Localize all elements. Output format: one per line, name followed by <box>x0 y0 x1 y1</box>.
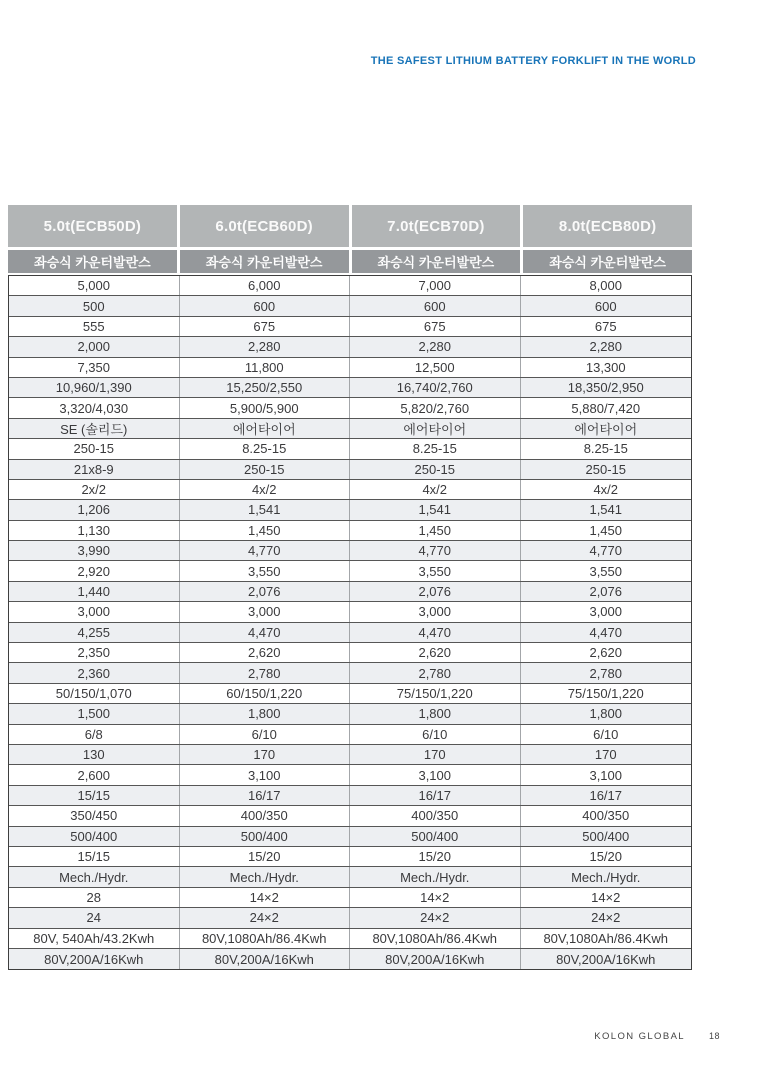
spec-cell: 6/10 <box>180 725 351 744</box>
spec-cell: 1,206 <box>9 500 180 519</box>
spec-cell: 16/17 <box>589 787 623 803</box>
table-row <box>9 929 691 949</box>
spec-cell: 1,500 <box>9 704 180 723</box>
spec-cell: 8.25-15 <box>350 439 521 458</box>
spec-cell: 3,000 <box>180 602 351 621</box>
table-row <box>9 317 691 337</box>
spec-cell: 12,500 <box>350 358 521 377</box>
spec-cell: 170 <box>594 747 617 763</box>
table-row <box>9 949 691 969</box>
spec-cell: 2,360 <box>9 663 180 682</box>
footer-page-number: 18 <box>708 1031 720 1041</box>
spec-cell: 2,780 <box>589 665 623 681</box>
spec-cell: 4,470 <box>180 623 351 642</box>
spec-cell: 15/15 <box>9 786 180 805</box>
spec-cell: 4,470 <box>350 623 521 642</box>
spec-cell: 2,280 <box>350 337 521 356</box>
table-row <box>9 439 691 459</box>
spec-cell: 15,250/2,550 <box>180 378 351 397</box>
table-row <box>9 684 691 704</box>
spec-cell: 3,320/4,030 <box>9 398 180 417</box>
spec-cell: 1,541 <box>180 500 351 519</box>
spec-table-model-header-row <box>8 205 692 247</box>
spec-cell: 80V,200A/16Kwh <box>556 951 656 967</box>
footer-brand: KOLON GLOBAL <box>594 1031 685 1042</box>
spec-cell: 14×2 <box>591 889 621 905</box>
spec-cell: 7,000 <box>350 276 521 295</box>
spec-cell: 4,770 <box>589 543 623 559</box>
spec-cell: 80V,200A/16Kwh <box>350 949 521 969</box>
table-row <box>9 296 691 316</box>
spec-cell: 4x/2 <box>180 480 351 499</box>
spec-cell: 5,880/7,420 <box>571 400 641 416</box>
spec-cell: 1,800 <box>589 706 623 722</box>
spec-cell: 에어타이어 <box>180 419 351 438</box>
table-row <box>9 276 691 296</box>
spec-cell: 2,000 <box>9 337 180 356</box>
spec-cell: 75/150/1,220 <box>567 686 644 701</box>
spec-cell: 에어타이어 <box>350 419 521 438</box>
spec-cell: 3,100 <box>589 767 623 783</box>
spec-cell: 3,100 <box>350 765 521 784</box>
page-footer <box>594 1031 720 1042</box>
spec-cell: 250-15 <box>180 460 351 479</box>
spec-cell: 3,990 <box>9 541 180 560</box>
spec-cell: 400/350 <box>180 806 351 825</box>
table-row <box>9 867 691 887</box>
spec-cell: 3,100 <box>180 765 351 784</box>
spec-cell: 2,076 <box>589 584 623 600</box>
spec-cell: 2,620 <box>589 645 623 661</box>
table-row <box>9 378 691 398</box>
spec-cell: Mech./Hydr. <box>350 867 521 886</box>
spec-cell: 13,300 <box>585 359 626 375</box>
column-type-header: 좌승식 카운터발란스 <box>523 250 692 273</box>
table-row <box>9 888 691 908</box>
spec-cell: 4,770 <box>180 541 351 560</box>
table-row <box>9 827 691 847</box>
table-row <box>9 500 691 520</box>
spec-cell: 250-15 <box>9 439 180 458</box>
column-model-header: 6.0t(ECB60D) <box>180 205 349 247</box>
table-row <box>9 847 691 867</box>
spec-cell: 28 <box>9 888 180 907</box>
column-type-header: 좌승식 카운터발란스 <box>8 250 177 273</box>
spec-cell: 8.25-15 <box>180 439 351 458</box>
spec-cell: 10,960/1,390 <box>9 378 180 397</box>
spec-cell: 2,780 <box>180 663 351 682</box>
spec-cell: 16/17 <box>180 786 351 805</box>
table-row <box>9 521 691 541</box>
table-row <box>9 725 691 745</box>
page-header-title: THE SAFEST LITHIUM BATTERY FORKLIFT IN THE WORLD <box>370 55 696 67</box>
spec-cell: 24×2 <box>350 908 521 927</box>
spec-cell: 7,350 <box>9 358 180 377</box>
spec-cell: 8,000 <box>589 278 623 294</box>
spec-cell: 3,550 <box>350 561 521 580</box>
spec-cell: SE (솔리드) <box>9 419 180 438</box>
table-row <box>9 908 691 928</box>
spec-cell: Mech./Hydr. <box>571 869 641 885</box>
table-row <box>9 602 691 622</box>
spec-cell: 400/350 <box>350 806 521 825</box>
spec-cell: 6/8 <box>9 725 180 744</box>
table-row <box>9 561 691 581</box>
spec-table <box>8 205 692 970</box>
spec-cell: 600 <box>350 296 521 315</box>
table-row <box>9 460 691 480</box>
spec-cell: 80V,1080Ah/86.4Kwh <box>350 929 521 948</box>
spec-cell: 500/400 <box>9 827 180 846</box>
spec-cell: 16/17 <box>350 786 521 805</box>
spec-cell: 3,550 <box>180 561 351 580</box>
spec-cell: 6/10 <box>593 726 619 742</box>
spec-cell: 11,800 <box>180 358 351 377</box>
spec-cell: 1,800 <box>350 704 521 723</box>
column-type-header: 좌승식 카운터발란스 <box>180 250 349 273</box>
spec-cell: 4x/2 <box>350 480 521 499</box>
spec-cell: 2,076 <box>350 582 521 601</box>
spec-cell: 80V,1080Ah/86.4Kwh <box>543 930 669 946</box>
spec-cell: 5,900/5,900 <box>180 398 351 417</box>
spec-cell: 2,620 <box>180 643 351 662</box>
spec-cell: 400/350 <box>582 808 630 824</box>
spec-cell: 1,450 <box>350 521 521 540</box>
spec-cell: 60/150/1,220 <box>180 684 351 703</box>
spec-cell: 3,000 <box>350 602 521 621</box>
table-row <box>9 745 691 765</box>
spec-cell: 5,000 <box>9 276 180 295</box>
spec-cell: 500/400 <box>180 827 351 846</box>
spec-cell: 2,920 <box>9 561 180 580</box>
spec-cell: 3,550 <box>589 563 623 579</box>
spec-cell: 600 <box>594 298 617 314</box>
spec-cell: 6/10 <box>350 725 521 744</box>
spec-cell: 2x/2 <box>9 480 180 499</box>
spec-cell: 675 <box>594 318 617 334</box>
spec-cell: 80V, 540Ah/43.2Kwh <box>9 929 180 948</box>
spec-cell: 1,541 <box>589 502 623 518</box>
spec-cell: 2,780 <box>350 663 521 682</box>
spec-cell: 2,350 <box>9 643 180 662</box>
spec-cell: 15/15 <box>9 847 180 866</box>
spec-table-body <box>8 275 692 970</box>
spec-cell: Mech./Hydr. <box>180 867 351 886</box>
spec-cell: 1,450 <box>589 522 623 538</box>
spec-cell: 675 <box>180 317 351 336</box>
table-row <box>9 419 691 439</box>
spec-cell: 18,350/2,950 <box>567 380 644 396</box>
spec-cell: 675 <box>350 317 521 336</box>
spec-cell: 250-15 <box>585 461 626 477</box>
table-row <box>9 582 691 602</box>
table-row <box>9 623 691 643</box>
spec-cell: 1,800 <box>180 704 351 723</box>
spec-cell: 80V,200A/16Kwh <box>9 949 180 969</box>
spec-cell: 5,820/2,760 <box>350 398 521 417</box>
table-row <box>9 358 691 378</box>
spec-cell: 21x8-9 <box>9 460 180 479</box>
spec-cell: 600 <box>180 296 351 315</box>
spec-cell: 170 <box>180 745 351 764</box>
spec-cell: 4,770 <box>350 541 521 560</box>
table-row <box>9 786 691 806</box>
column-model-header: 8.0t(ECB80D) <box>523 205 692 247</box>
spec-cell: 555 <box>9 317 180 336</box>
spec-cell: 3,000 <box>589 604 623 620</box>
spec-cell: 350/450 <box>9 806 180 825</box>
spec-cell: 6,000 <box>180 276 351 295</box>
spec-cell: 2,600 <box>9 765 180 784</box>
table-row <box>9 663 691 683</box>
spec-cell: 24 <box>9 908 180 927</box>
spec-cell: 500 <box>9 296 180 315</box>
table-row <box>9 541 691 561</box>
spec-cell: 170 <box>350 745 521 764</box>
spec-cell: 1,541 <box>350 500 521 519</box>
spec-cell: 16,740/2,760 <box>350 378 521 397</box>
spec-cell: 250-15 <box>350 460 521 479</box>
column-model-header: 7.0t(ECB70D) <box>352 205 521 247</box>
spec-cell: 24×2 <box>180 908 351 927</box>
table-row <box>9 704 691 724</box>
spec-cell: 500/400 <box>582 828 630 844</box>
spec-cell: 80V,1080Ah/86.4Kwh <box>180 929 351 948</box>
table-row <box>9 806 691 826</box>
table-row <box>9 765 691 785</box>
spec-cell: 1,450 <box>180 521 351 540</box>
spec-cell: 1,440 <box>9 582 180 601</box>
spec-cell: 14×2 <box>350 888 521 907</box>
spec-cell: 8.25-15 <box>583 441 628 457</box>
spec-cell: 24×2 <box>591 910 621 926</box>
spec-cell: 2,280 <box>180 337 351 356</box>
spec-cell: 15/20 <box>589 849 623 865</box>
spec-cell: 14×2 <box>180 888 351 907</box>
spec-cell: 15/20 <box>350 847 521 866</box>
column-type-header: 좌승식 카운터발란스 <box>352 250 521 273</box>
spec-table-type-header-row <box>8 250 692 273</box>
spec-cell: 2,076 <box>180 582 351 601</box>
table-row <box>9 337 691 357</box>
spec-cell: 2,620 <box>350 643 521 662</box>
spec-cell: 130 <box>9 745 180 764</box>
spec-cell: 에어타이어 <box>574 421 638 437</box>
spec-cell: 4,470 <box>589 624 623 640</box>
spec-cell: Mech./Hydr. <box>9 867 180 886</box>
spec-cell: 80V,200A/16Kwh <box>180 949 351 969</box>
spec-cell: 50/150/1,070 <box>9 684 180 703</box>
table-row <box>9 398 691 418</box>
spec-cell: 2,280 <box>589 339 623 355</box>
column-model-header: 5.0t(ECB50D) <box>8 205 177 247</box>
spec-cell: 4,255 <box>9 623 180 642</box>
table-row <box>9 480 691 500</box>
spec-cell: 1,130 <box>9 521 180 540</box>
spec-cell: 3,000 <box>9 602 180 621</box>
spec-cell: 4x/2 <box>593 482 619 498</box>
table-row <box>9 643 691 663</box>
spec-cell: 15/20 <box>180 847 351 866</box>
spec-cell: 75/150/1,220 <box>350 684 521 703</box>
spec-cell: 500/400 <box>350 827 521 846</box>
